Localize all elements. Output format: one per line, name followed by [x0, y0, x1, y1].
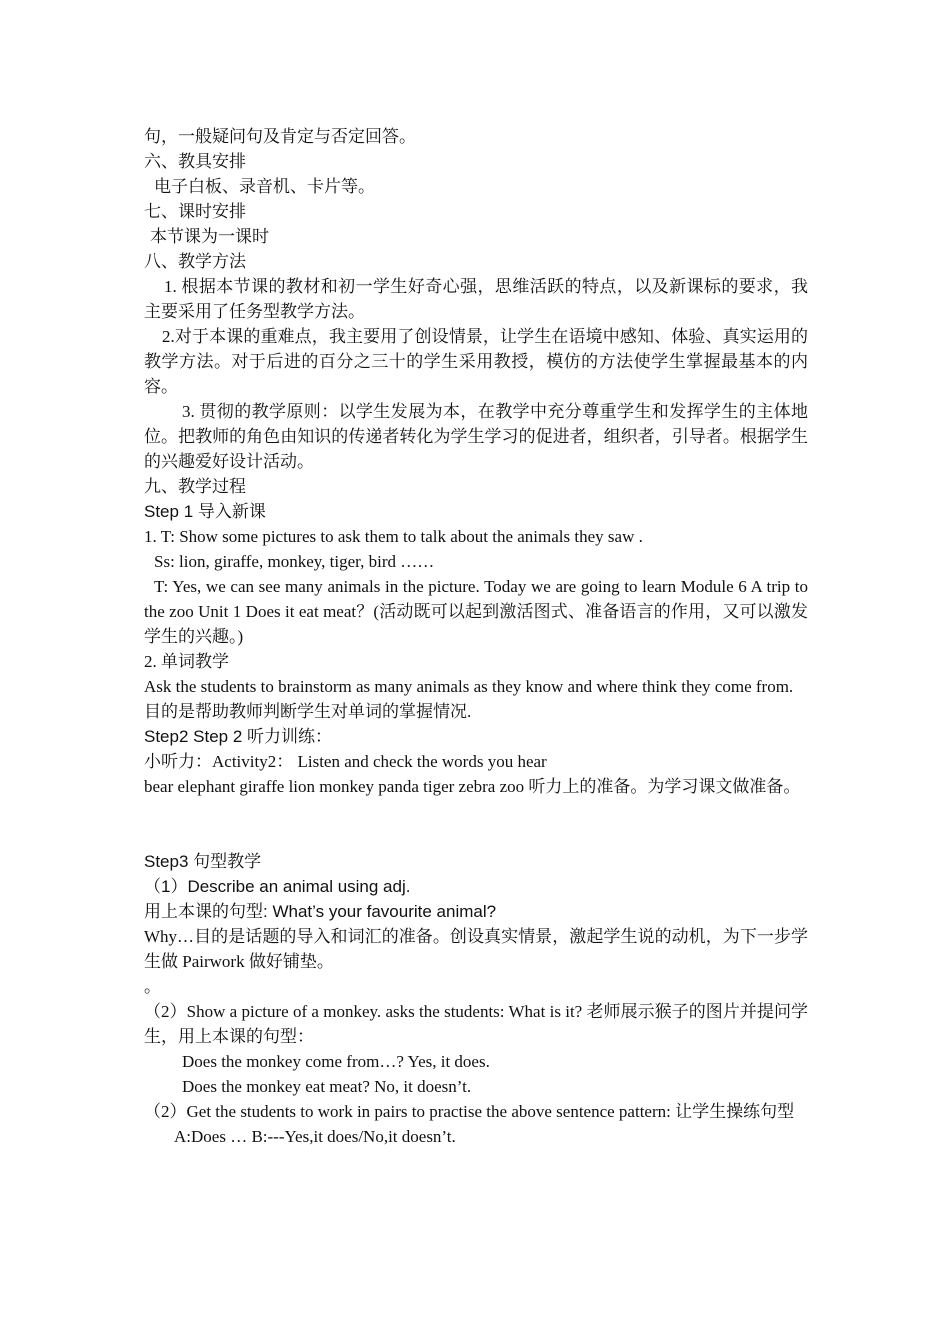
method-paragraph-1: 1. 根据本节课的教材和初一学生好奇心强，思维活跃的特点，以及新课标的要求，我主要采用了任务型教学方法。 [144, 277, 808, 321]
document-page [144, 124, 808, 1149]
section-heading-9: 九、教学过程 [144, 477, 246, 496]
text-line: 本节课为一课时 [150, 227, 269, 246]
text-line: Ss: lion, giraffe, monkey, tiger, bird …… [154, 552, 435, 571]
text-paragraph: T: Yes, we can see many animals in the picture. Today we are going to learn Module 6 A trip to the zoo Unit 1 Does it eat meat？(活动既可以起到激活图式、准备语言的作用，又可以激发学生的兴趣。) [144, 577, 808, 646]
section-heading-6: 六、教具安排 [144, 152, 246, 171]
text-paragraph: Why…目的是话题的导入和词汇的准备。创设真实情景，激起学生说的动机，为下一步学生做 Pairwork 做好铺垫。 [144, 927, 808, 971]
text-line: A:Does … B:---Yes,it does/No,it doesn’t. [174, 1127, 456, 1146]
method-paragraph-2: 2.对于本课的重难点，我主要用了创设情景，让学生在语境中感知、体验、真实运用的教学方法。对于后进的百分之三十的学生采用教授，模仿的方法使学生掌握最基本的内容。 [144, 327, 808, 396]
text-paragraph: Ask the students to brainstorm as many animals as they know and where think they come from. [144, 677, 794, 696]
text-paragraph: bear elephant giraffe lion monkey panda tiger zebra zoo 听力上的准备。为学习课文做准备。 [144, 777, 801, 796]
step-heading-1: Step 1 导入新课 [144, 502, 266, 521]
text-line: Does the monkey eat meat? No, it doesn’t. [182, 1077, 472, 1096]
text-line: Does the monkey come from…? Yes, it does. [182, 1052, 490, 1071]
method-paragraph-3: 3. 贯彻的教学原则：以学生发展为本，在教学中充分尊重学生和发挥学生的主体地位。把教师的角色由知识的传递者转化为学生学习的促进者，组织者，引导者。根据学生的兴趣爱好设计活动。 [144, 402, 808, 471]
text-paragraph: （2）Show a picture of a monkey. asks the students: What is it? 老师展示猴子的图片并提问学生，用上本课的句型： [144, 1002, 808, 1046]
text-line: 1. T: Show some pictures to ask them to talk about the animals they saw . [144, 527, 643, 546]
section-heading-8: 八、教学方法 [144, 252, 246, 271]
text-paragraph: （2）Get the students to work in pairs to practise the above sentence pattern: 让学生操练句型 [144, 1102, 795, 1121]
text-line: 2. 单词教学 [144, 652, 229, 671]
step-heading-2: Step2 Step 2 听力训练： [144, 727, 333, 746]
text-line: 目的是帮助教师判断学生对单词的掌握情况. [144, 702, 472, 721]
blank-space [144, 799, 808, 849]
text-line: （1）Describe an animal using adj. [144, 877, 411, 896]
text-line: 电子白板、录音机、卡片等。 [154, 177, 375, 196]
text-line: 小听力：Activity2： Listen and check the words you hear [144, 752, 547, 771]
text-line: 用上本课的句型: What’s your favourite animal? [144, 902, 497, 921]
step-heading-3: Step3 句型教学 [144, 852, 262, 871]
text-line: 句，一般疑问句及肯定与否定回答。 [144, 127, 416, 146]
text-line: 。 [144, 977, 161, 996]
section-heading-7: 七、课时安排 [144, 202, 246, 221]
